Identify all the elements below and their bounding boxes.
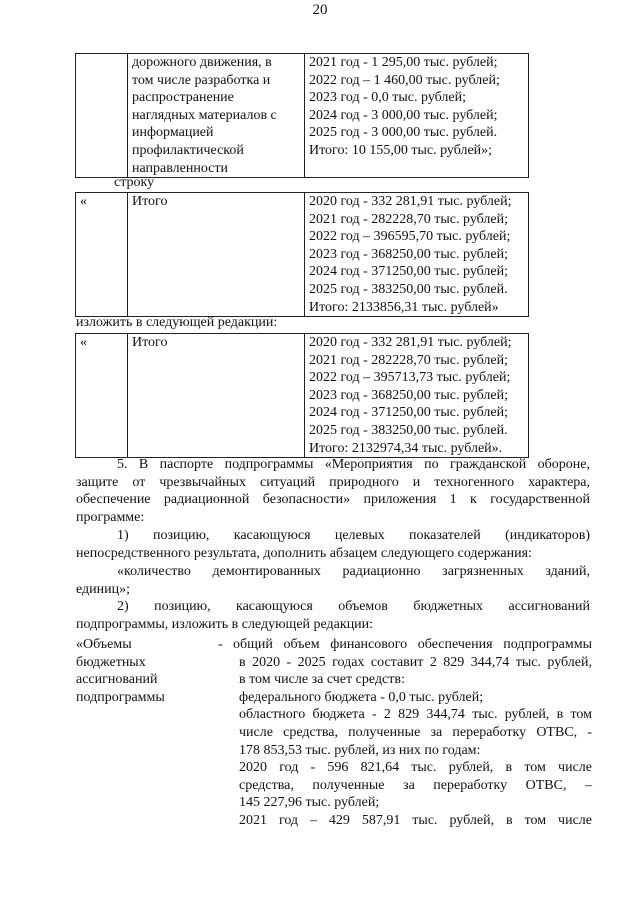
table-cell-label: Итого (128, 193, 305, 317)
amount-line: Итого: 2132974,34 тыс. рублей». (309, 440, 503, 456)
amount-line: 2022 год – 395713,73 тыс. рублей; (309, 370, 511, 386)
text-line: бюджетных (76, 654, 146, 670)
table-cell-description (128, 54, 305, 178)
amount-line: 2025 год - 383250,00 тыс. рублей. (309, 281, 508, 297)
amount-line: 2025 год - 3 000,00 тыс. рублей. (309, 125, 498, 141)
quoted-indicator (76, 563, 590, 598)
amount-line: 2024 год - 371250,00 тыс. рублей; (309, 405, 509, 421)
text-line: программе: (76, 509, 145, 525)
amount-line: Итого: 2133856,31 тыс. рублей» (309, 299, 499, 315)
text-line: профилактической (132, 142, 244, 158)
text-line: непосредственного результата, дополнить абзацем следующего содержания: (76, 545, 532, 561)
table-cell-amounts (305, 193, 529, 317)
text-line: распространение (132, 90, 234, 106)
text-line: 5. В паспорте подпрограммы «Мероприятия по гражданской обороне, (117, 457, 590, 472)
paragraph-5 (76, 456, 590, 526)
table-cell-amounts (305, 334, 529, 458)
text-line: областного бюджета - 2 829 344,74 тыс. рублей, в том (239, 707, 592, 723)
passport-label (76, 636, 165, 706)
text-line: ассигнований (76, 672, 158, 688)
table-old-total (75, 192, 529, 317)
text-line: информацией (132, 125, 214, 141)
amount-line: 2022 год – 396595,70 тыс. рублей; (309, 229, 511, 245)
text-line: 2020 год - 596 821,64 тыс. рублей, в том числе (239, 760, 592, 776)
text-line: обеспечение радиационной безопасности» приложения 1 к государственной (76, 492, 590, 507)
text-line: «Объемы (76, 637, 132, 652)
text-line: федерального бюджета - 0,0 тыс. рублей; (239, 689, 484, 705)
amount-line: 2025 год - 383250,00 тыс. рублей. (309, 422, 508, 438)
amount-line: 2020 год - 332 281,91 тыс. рублей; (309, 335, 512, 350)
table-cell-amounts (305, 54, 529, 178)
text-line: общий объем финансового обеспечения подпрограммы (233, 637, 592, 652)
passport-funding-text (233, 636, 592, 830)
amount-line: 2020 год - 332 281,91 тыс. рублей; (309, 194, 512, 209)
text-line: дорожного движения, в (132, 55, 272, 70)
amount-line: 2023 год - 0,0 тыс. рублей; (309, 90, 467, 106)
dash-separator: - (218, 637, 223, 652)
text-line: в том числе за счет средств: (239, 672, 405, 688)
amount-line: 2024 год - 371250,00 тыс. рублей; (309, 264, 509, 280)
table-continuation (75, 53, 529, 178)
text-line: подпрограммы (76, 689, 165, 705)
amount-line: 2023 год - 368250,00 тыс. рублей; (309, 246, 509, 262)
text-line: подпрограммы, изложить в следующей редакции: (76, 616, 374, 632)
amount-line: 2023 год - 368250,00 тыс. рублей; (309, 387, 509, 403)
text-line: в 2020 - 2025 годах составит 2 829 344,74 тыс. рублей, (239, 654, 592, 670)
text-line: 2021 год – 429 587,91 тыс. рублей, в том числе (239, 812, 592, 828)
amount-line: 2024 год - 3 000,00 тыс. рублей; (309, 107, 498, 123)
amount-line: Итого: 10 155,00 тыс. рублей»; (309, 142, 493, 158)
table-cell-label: Итого (128, 334, 305, 458)
text-line: наглядных материалов с (132, 107, 277, 123)
text-line: том числе разработка и (132, 72, 271, 88)
table-cell-quote: « (76, 334, 128, 458)
text-line: направленности (132, 160, 229, 176)
text-line: средства, полученные за переработку ОТВС, – (239, 777, 592, 793)
table-new-total (75, 333, 529, 458)
text-line: 2) позицию, касающуюся объемов бюджетных ассигнований (117, 599, 590, 614)
label-stroku: строку (114, 175, 155, 190)
text-line: 1) позицию, касающуюся целевых показателей (индикаторов) (117, 528, 590, 543)
amount-line: 2022 год – 1 460,00 тыс. рублей; (309, 72, 500, 88)
text-line: 178 853,53 тыс. рублей, из них по годам: (239, 742, 481, 758)
amount-line: 2021 год - 282228,70 тыс. рублей; (309, 211, 509, 227)
text-line: 145 227,96 тыс. рублей; (239, 795, 380, 811)
item-2 (76, 598, 590, 633)
text-line: числе средства, полученные за переработку ОТВС, - (239, 724, 592, 740)
amount-line: 2021 год - 1 295,00 тыс. рублей; (309, 55, 498, 70)
item-1 (76, 527, 590, 562)
table-cell-quote: « (76, 193, 128, 317)
text-line: защите от чрезвычайных ситуаций природного и техногенного характера, (76, 474, 590, 490)
table-cell-empty (76, 54, 128, 178)
text-line: «количество демонтированных радиационно загрязненных зданий, (117, 564, 590, 579)
page-number: 20 (312, 2, 328, 18)
label-izlozhit: изложить в следующей редакции: (76, 315, 278, 330)
text-line: единиц»; (76, 581, 131, 597)
amount-line: 2021 год - 282228,70 тыс. рублей; (309, 352, 509, 368)
